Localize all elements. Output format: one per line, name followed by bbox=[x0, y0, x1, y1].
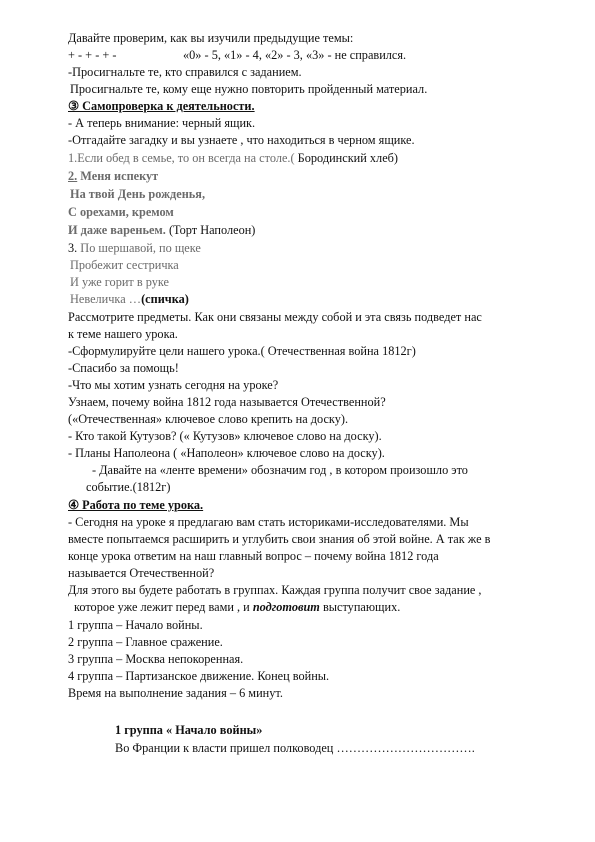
riddle-2-number: 2. bbox=[68, 169, 78, 183]
lesson-text-line: вместе попытаемся расширить и углубить свои знания об этой войне. А так же в bbox=[68, 532, 491, 546]
discussion-line: к теме нашего урока. bbox=[68, 327, 178, 341]
lesson-text-line: называется Отечественной? bbox=[68, 566, 215, 580]
riddle-3-line-4: Невеличка … bbox=[70, 292, 142, 306]
riddle-2-line-2: На твой День рожденья, bbox=[70, 187, 206, 201]
riddle-2-answer: (Торт Наполеон) bbox=[165, 223, 256, 237]
discussion-line: - Планы Наполеона ( «Наполеон» ключевое слово на доску). bbox=[68, 446, 385, 460]
grading-line bbox=[68, 47, 538, 64]
section-4-heading: ④ Работа по теме урока. bbox=[68, 498, 204, 512]
riddle-1-answer: Бородинский хлеб) bbox=[294, 151, 399, 165]
riddle-2-last-line bbox=[68, 222, 255, 239]
time-limit: Время на выполнение задания – 6 минут. bbox=[68, 686, 283, 700]
discussion-line: событие.(1812г) bbox=[86, 480, 171, 494]
riddle-instruction: -Отгадайте загадку и вы узнаете , что находиться в черном ящике. bbox=[68, 133, 415, 147]
signal-signs: + - + - + - bbox=[68, 48, 117, 62]
discussion-line: -Сформулируйте цели нашего урока.( Отечественная война 1812г) bbox=[68, 344, 416, 358]
lesson-text-segment: выступающих. bbox=[319, 600, 401, 614]
lesson-text-line: - Сегодня на уроке я предлагаю вам стать историками-исследователями. Мы bbox=[68, 515, 469, 529]
discussion-line: Рассмотрите предметы. Как они связаны между собой и эта связь подведет нас bbox=[68, 310, 482, 324]
discussion-line: -Спасибо за помощь! bbox=[68, 361, 179, 375]
emphasized-word: подготовит bbox=[252, 600, 320, 614]
lesson-text-segment: которое уже лежит перед вами , и bbox=[74, 600, 253, 614]
riddle-3-line-1: По шершавой, по щеке bbox=[77, 241, 201, 255]
lesson-text-line: конце урока ответим на наш главный вопрос – почему война 1812 года bbox=[68, 549, 439, 563]
group-item: 1 группа – Начало войны. bbox=[68, 618, 203, 632]
discussion-line: -Что мы хотим узнать сегодня на уроке? bbox=[68, 378, 279, 392]
riddle-2-line-4: И даже вареньем. bbox=[68, 223, 166, 237]
signal-line-1: -Просигнальте те, кто справился с заданием. bbox=[68, 65, 302, 79]
grading-scale: «0» - 5, «1» - 4, «2» - 3, «3» - не справился. bbox=[183, 48, 407, 62]
group-item: 3 группа – Москва непокоренная. bbox=[68, 652, 244, 666]
task-title: 1 группа « Начало войны» bbox=[115, 723, 263, 737]
riddle-2-line-3: С орехами, кремом bbox=[68, 205, 174, 219]
riddle-3-first-line bbox=[68, 240, 201, 257]
riddle-3-last-line bbox=[70, 291, 189, 308]
task-text: Во Франции к власти пришел полководец ……………………………. bbox=[115, 741, 475, 755]
signal-line-2: Просигнальте те, кому еще нужно повторить пройденный материал. bbox=[70, 82, 428, 96]
section-3-heading: ③ Самопроверка к деятельности. bbox=[68, 99, 255, 113]
discussion-line: - Давайте на «ленте времени» обозначим год , в котором произошло это bbox=[92, 463, 468, 477]
black-box-line: - А теперь внимание: черный ящик. bbox=[68, 116, 256, 130]
riddle-3-answer: (спичка) bbox=[141, 292, 189, 306]
lesson-text-line: Для этого вы будете работать в группах. Каждая группа получит свое задание , bbox=[68, 583, 482, 597]
riddle-3-number: 3. bbox=[68, 241, 78, 255]
group-item: 4 группа – Партизанское движение. Конец войны. bbox=[68, 669, 330, 683]
discussion-line: («Отечественная» ключевое слово крепить на доску). bbox=[68, 412, 349, 426]
riddle-1-text: 1.Если обед в семье, то он всегда на столе.( bbox=[68, 151, 295, 165]
intro-line: Давайте проверим, как вы изучили предыдущие темы: bbox=[68, 31, 354, 45]
group-item: 2 группа – Главное сражение. bbox=[68, 635, 223, 649]
riddle-1 bbox=[68, 150, 398, 167]
discussion-line: Узнаем, почему война 1812 года называется Отечественной? bbox=[68, 395, 386, 409]
lesson-text-line bbox=[74, 599, 400, 616]
discussion-line: - Кто такой Кутузов? (« Кутузов» ключевое слово на доску). bbox=[68, 429, 382, 443]
riddle-2-first-line bbox=[68, 168, 158, 185]
riddle-2-line-1: Меня испекут bbox=[77, 169, 159, 183]
riddle-3-line-2: Пробежит сестричка bbox=[70, 258, 179, 272]
riddle-3-line-3: И уже горит в руке bbox=[70, 275, 170, 289]
